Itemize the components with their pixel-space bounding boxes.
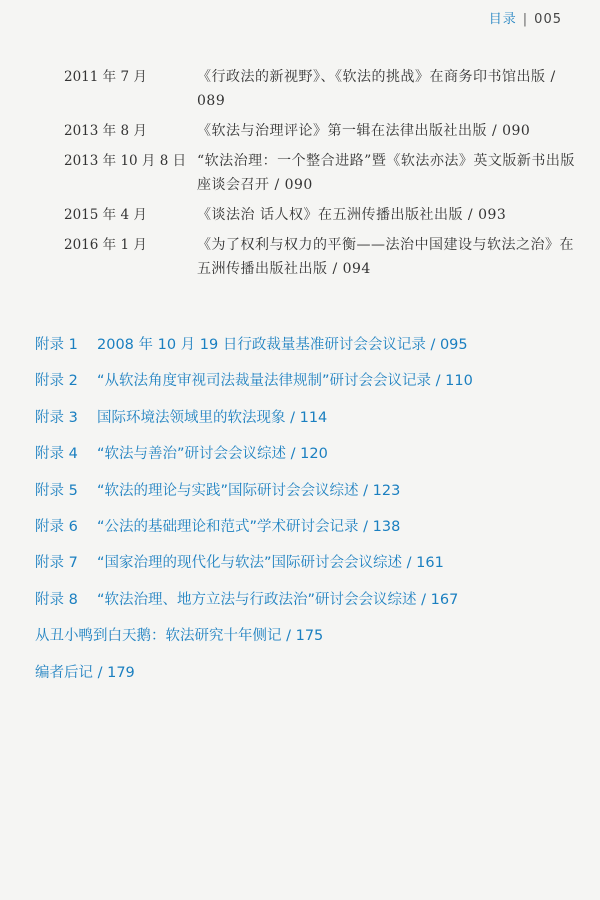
- appendix-entry[interactable]: [35, 442, 585, 478]
- appendix-entry[interactable]: [35, 479, 585, 515]
- toc-entry-afterword[interactable]: [35, 661, 585, 697]
- chronology-date: 2013 年 8 月: [64, 123, 147, 139]
- chronology-date: 2013 年 10 月 8 日: [64, 153, 187, 169]
- appendix-label: 附录 7: [35, 555, 78, 572]
- appendix-title: “软法治理、地方立法与行政法治”研讨会会议综述 / 167: [97, 591, 459, 608]
- appendix-title: “国家治理的现代化与软法”国际研讨会会议综述 / 161: [97, 555, 444, 572]
- appendix-entry[interactable]: [35, 588, 585, 624]
- appendix-title: 2008 年 10 月 19 日行政裁量基准研讨会会议记录 / 095: [97, 337, 468, 353]
- appendix-entry[interactable]: [35, 551, 585, 587]
- page-header: [489, 8, 562, 27]
- toc-entry-title: 编者后记 / 179: [35, 664, 135, 681]
- appendix-entry[interactable]: [35, 333, 585, 369]
- chronology-entry: [64, 233, 584, 281]
- chronology-text: 《为了权利与权力的平衡——法治中国建设与软法之治》在五洲传播出版社出版 / 094: [197, 237, 574, 277]
- chronology-date: 2015 年 4 月: [64, 207, 147, 223]
- chronology-text: 《行政法的新视野》、《软法的挑战》在商务印书馆出版 / 089: [197, 69, 556, 109]
- appendix-label: 附录 8: [35, 591, 78, 608]
- chronology-entry: [64, 203, 584, 227]
- chronology-date: 2016 年 1 月: [64, 237, 147, 253]
- chronology-text: 《谈法治 话人权》在五洲传播出版社出版 / 093: [197, 207, 507, 223]
- appendix-title: “软法与善治”研讨会会议综述 / 120: [97, 446, 328, 463]
- chronology-entry: [64, 119, 584, 143]
- chronology-date: 2011 年 7 月: [64, 69, 147, 85]
- appendix-list: [35, 333, 585, 697]
- appendix-title: “公法的基础理论和范式”学术研讨会记录 / 138: [97, 518, 401, 535]
- appendix-title: “从软法角度审视司法裁量法律规制”研讨会会议记录 / 110: [97, 373, 473, 390]
- header-separator: |: [522, 12, 529, 27]
- appendix-label: 附录 4: [35, 446, 78, 463]
- header-section-title: 目录: [488, 12, 517, 27]
- appendix-entry[interactable]: [35, 369, 585, 405]
- appendix-label: 附录 1: [35, 337, 78, 353]
- chronology-text: “软法治理：一个整合进路”暨《软法亦法》英文版新书出版座谈会召开 / 090: [197, 153, 575, 193]
- chronology-list: [64, 65, 584, 287]
- appendix-label: 附录 2: [35, 373, 78, 390]
- appendix-title: 国际环境法领域里的软法现象 / 114: [97, 409, 328, 426]
- toc-entry-title: 从丑小鸭到白天鹅：软法研究十年侧记 / 175: [35, 628, 324, 645]
- chronology-entry: [64, 149, 584, 197]
- appendix-label: 附录 6: [35, 518, 78, 535]
- appendix-entry[interactable]: [35, 406, 585, 442]
- chronology-text: 《软法与治理评论》第一辑在法律出版社出版 / 090: [197, 123, 531, 139]
- toc-entry-reflection[interactable]: [35, 624, 585, 660]
- appendix-title: “软法的理论与实践”国际研讨会会议综述 / 123: [97, 482, 401, 499]
- appendix-label: 附录 5: [35, 482, 78, 499]
- page-number: 005: [534, 12, 562, 27]
- chronology-entry: [64, 65, 584, 113]
- appendix-label: 附录 3: [35, 409, 78, 426]
- appendix-entry[interactable]: [35, 515, 585, 551]
